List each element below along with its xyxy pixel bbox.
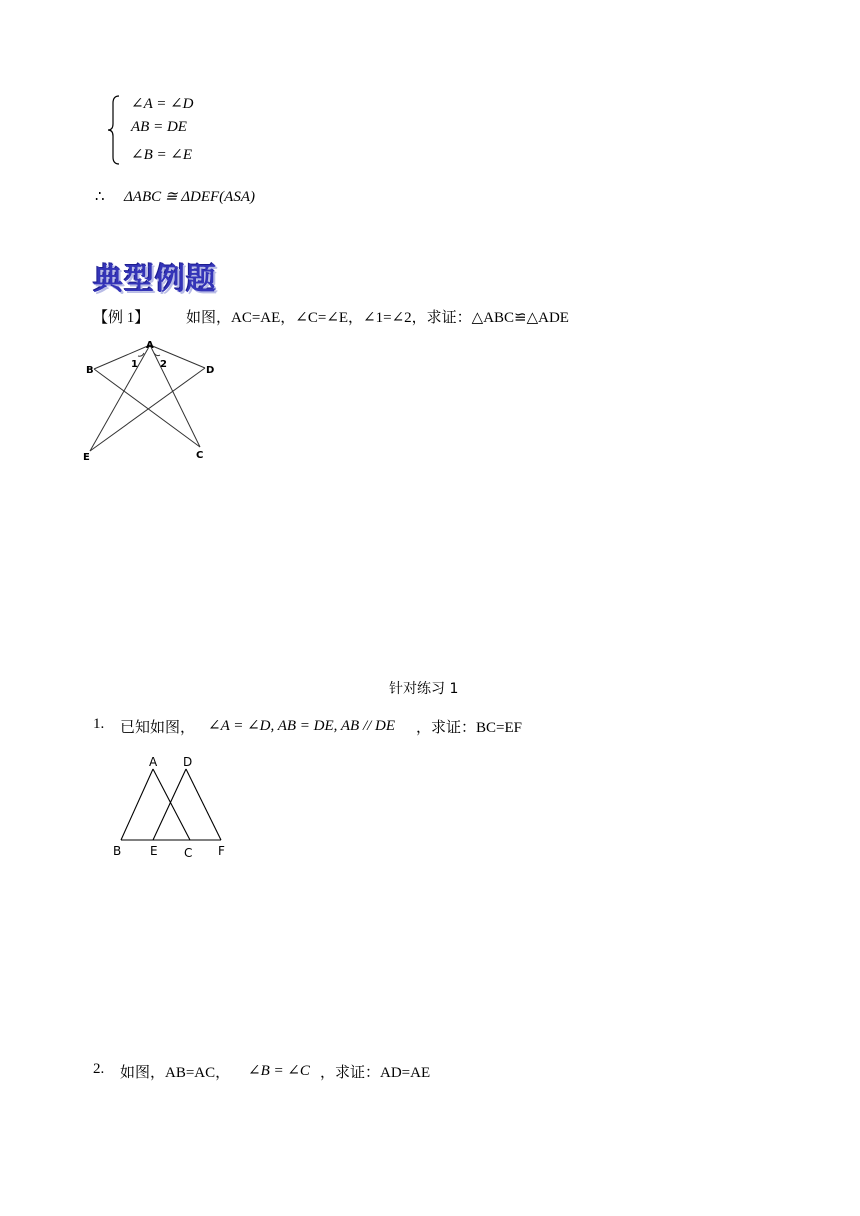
label-angle-2: 2: [160, 359, 167, 370]
q2-condition: ∠B = ∠C: [248, 1063, 310, 1079]
segment-bc: [94, 369, 200, 447]
q2-number: 2.: [93, 1061, 105, 1077]
label-a: A: [149, 755, 158, 769]
example-1-figure: [80, 336, 220, 466]
q1-suffix: ，求证：BC=EF: [416, 720, 522, 736]
label-e: E: [83, 452, 90, 463]
proof-line-3: ∠B = ∠E: [131, 147, 193, 163]
label-b: B: [113, 844, 122, 858]
label-angle-1: 1: [131, 359, 138, 370]
proof-conclusion: ΔABC ≅ ΔDEF(ASA): [124, 189, 255, 205]
label-f: F: [218, 844, 225, 858]
section-heading: 典型例题: [93, 262, 217, 297]
segment-ab: [121, 769, 153, 840]
segment-df: [186, 769, 221, 840]
segment-ab: [94, 345, 150, 369]
label-b: B: [86, 365, 94, 376]
segment-ae: [90, 345, 150, 451]
q1-number: 1.: [93, 716, 105, 732]
label-d: D: [206, 365, 215, 376]
label-d: D: [183, 755, 193, 769]
label-e: E: [150, 844, 158, 858]
q1-condition: ∠A = ∠D, AB = DE, AB // DE: [208, 718, 396, 734]
example-1-tag: 【例 1】: [93, 310, 150, 326]
label-c: C: [184, 846, 193, 860]
proof-line-1: ∠A = ∠D: [131, 96, 194, 112]
q2-suffix: ，求证：AD=AE: [320, 1065, 431, 1081]
therefore-symbol: ∴: [95, 189, 105, 205]
segment-ac: [150, 345, 200, 447]
q1-figure: [108, 754, 238, 864]
left-brace: [107, 95, 121, 165]
q1-prefix: 已知如图，: [120, 720, 196, 736]
q2-prefix: 如图，AB=AC，: [120, 1065, 231, 1081]
proof-line-2: AB = DE: [131, 119, 187, 135]
practice-title: 针对练习 1: [389, 681, 459, 697]
angle-1-arc: [138, 353, 144, 356]
label-c: C: [196, 450, 204, 461]
label-a: A: [146, 340, 154, 351]
segment-ad: [150, 345, 205, 368]
example-1-text: 如图，AC=AE，∠C=∠E，∠1=∠2，求证：△ABC≌△ADE: [186, 310, 569, 326]
